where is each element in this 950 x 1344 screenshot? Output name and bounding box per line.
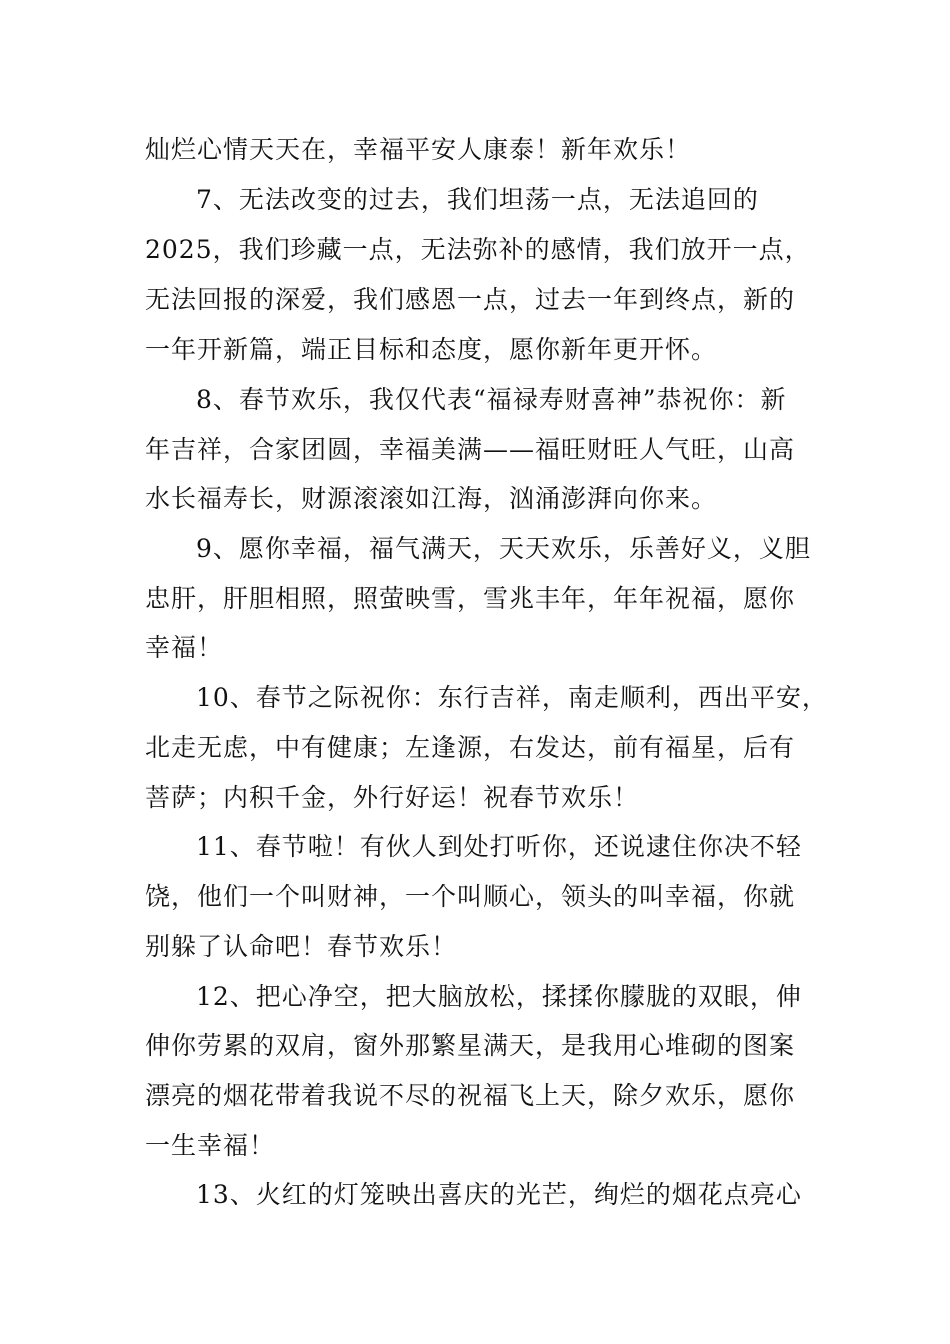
text-line: 水长福寿长，财源滚滚如江海，汹涌澎湃向你来。	[145, 484, 718, 513]
text-line: 忠肝，肝胆相照，照萤映雪，雪兆丰年，年年祝福，愿你	[145, 584, 796, 613]
text-line: 无法回报的深爱，我们感恩一点，过去一年到终点，新的	[145, 285, 796, 314]
text-line: 一年开新篇，端正目标和态度，愿你新年更开怀。	[145, 335, 718, 364]
text-line: 11、春节啦！有伙人到处打听你，还说逮住你决不轻	[196, 832, 802, 861]
text-line: 一生幸福！	[145, 1131, 276, 1160]
text-line: 12、把心净空，把大脑放松，揉揉你朦胧的双眼，伸	[196, 982, 802, 1011]
text-line: 7、无法改变的过去，我们坦荡一点，无法追回的	[196, 185, 759, 214]
text-line: 13、火红的灯笼映出喜庆的光芒，绚烂的烟花点亮心	[196, 1180, 802, 1209]
text-line: 幸福！	[145, 633, 224, 662]
text-line: 漂亮的烟花带着我说不尽的祝福飞上天，除夕欢乐，愿你	[145, 1081, 796, 1110]
text-line: 伸你劳累的双肩，窗外那繁星满天，是我用心堆砌的图案	[145, 1031, 796, 1060]
text-line: 年吉祥，合家团圆，幸福美满——福旺财旺人气旺，山高	[145, 435, 796, 464]
text-line: 北走无虑，中有健康；左逢源，右发达，前有福星，后有	[145, 733, 796, 762]
text-line: 2025，我们珍藏一点，无法弥补的感情，我们放开一点，	[145, 235, 811, 264]
text-line: 灿烂心情天天在，幸福平安人康泰！新年欢乐！	[145, 135, 692, 164]
text-line: 10、春节之际祝你：东行吉祥，南走顺利，西出平安，	[196, 683, 828, 712]
text-line: 8、春节欢乐，我仅代表“福禄寿财喜神”恭祝你：新	[196, 385, 787, 414]
text-line: 饶，他们一个叫财神，一个叫顺心，领头的叫幸福，你就	[145, 882, 796, 911]
text-line: 9、愿你幸福，福气满天，天天欢乐，乐善好义，义胆	[196, 534, 811, 563]
text-line: 别躲了认命吧！春节欢乐！	[145, 932, 458, 961]
text-line: 菩萨；内积千金，外行好运！祝春节欢乐！	[145, 783, 640, 812]
